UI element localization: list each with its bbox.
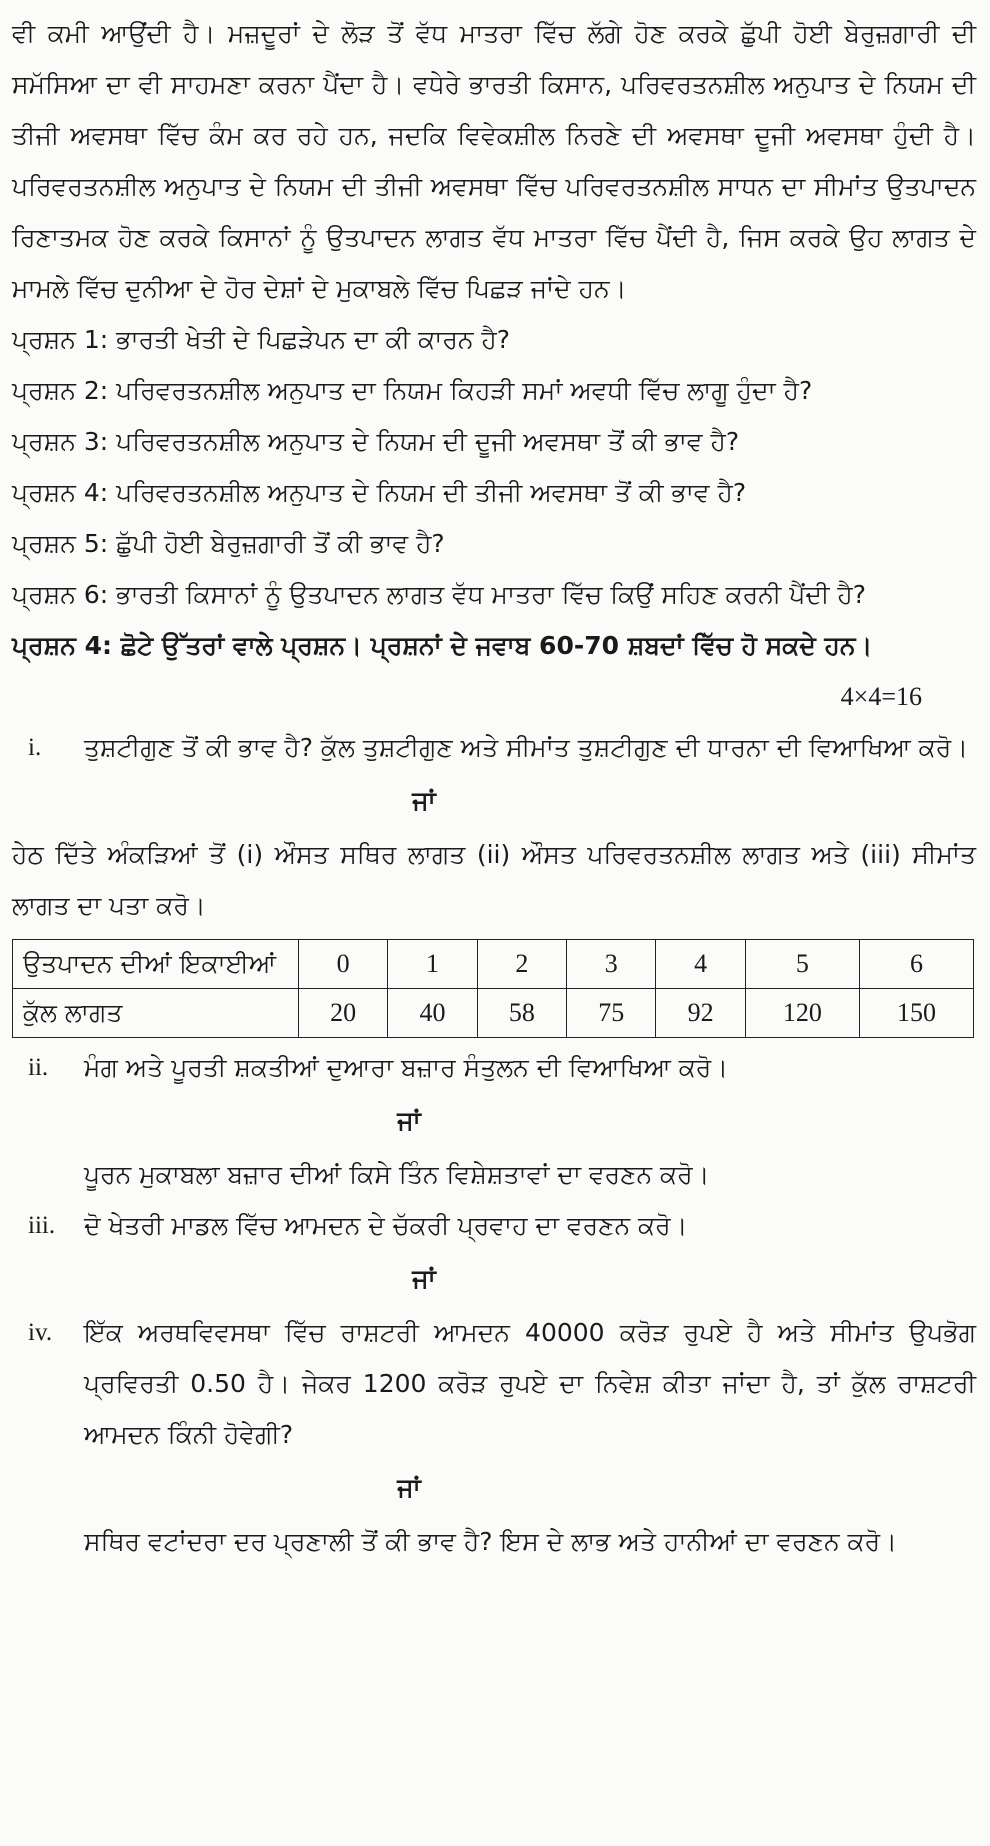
table-row bbox=[13, 989, 974, 1038]
table-row-label: ਉਤਪਾਦਨ ਦੀਆਂ ਇਕਾਈਆਂ bbox=[13, 940, 299, 989]
table-cell: 40 bbox=[388, 989, 477, 1038]
or-label: ਜਾਂ bbox=[397, 1473, 421, 1502]
section-heading: ਪ੍ਰਸ਼ਨ 4: ਛੋਟੇ ਉੱਤਰਾਂ ਵਾਲੇ ਪ੍ਰਸ਼ਨ। ਪ੍ਰਸ਼ਨਾਂ ਦੇ ਜਵਾਬ 60-70 ਸ਼ਬਦਾਂ ਵਿੱਚ ਹੋ ਸਕਦੇ ਹਨ। bbox=[12, 631, 873, 660]
table-cell: 20 bbox=[299, 989, 388, 1038]
cost-table bbox=[12, 939, 974, 1038]
table-cell: 0 bbox=[299, 940, 388, 989]
question-1: ਪ੍ਰਸ਼ਨ 1: ਭਾਰਤੀ ਖੇਤੀ ਦੇ ਪਿਛੜੇਪਨ ਦਾ ਕੀ ਕਾਰਨ ਹੈ? bbox=[12, 325, 511, 354]
table-cell: 1 bbox=[388, 940, 477, 989]
table-cell: 2 bbox=[477, 940, 566, 989]
item-iv bbox=[12, 1307, 976, 1460]
item-iv-alternative: ਸਥਿਰ ਵਟਾਂਦਰਾ ਦਰ ਪ੍ਰਣਾਲੀ ਤੋਂ ਕੀ ਭਾਵ ਹੈ? ਇਸ ਦੇ ਲਾਭ ਅਤੇ ਹਾਨੀਆਂ ਦਾ ਵਰਣਨ ਕਰੋ। bbox=[84, 1527, 897, 1556]
table-cell: 4 bbox=[656, 940, 745, 989]
item-ii bbox=[12, 1042, 976, 1093]
marks-label: 4×4=16 bbox=[840, 682, 922, 711]
item-iii bbox=[12, 1200, 976, 1251]
question-6: ਪ੍ਰਸ਼ਨ 6: ਭਾਰਤੀ ਕਿਸਾਨਾਂ ਨੂੰ ਉਤਪਾਦਨ ਲਾਗਤ ਵੱਧ ਮਾਤਰਾ ਵਿੱਚ ਕਿਉਂ ਸਹਿਣ ਕਰਨੀ ਪੈਂਦੀ ਹੈ? bbox=[12, 580, 867, 609]
table-cell: 75 bbox=[567, 989, 656, 1038]
table-cell: 3 bbox=[567, 940, 656, 989]
table-cell: 92 bbox=[656, 989, 745, 1038]
or-label: ਜਾਂ bbox=[412, 1264, 436, 1293]
item-number: iv. bbox=[28, 1319, 53, 1346]
table-cell: 58 bbox=[477, 989, 566, 1038]
item-text: ਤੁਸ਼ਟੀਗੁਣ ਤੋਂ ਕੀ ਭਾਵ ਹੈ? ਕੁੱਲ ਤੁਸ਼ਟੀਗੁਣ ਅਤੇ ਸੀਮਾਂਤ ਤੁਸ਼ਟੀਗੁਣ ਦੀ ਧਾਰਨਾ ਦੀ ਵਿਆਖਿਆ ਕਰੋ। bbox=[84, 733, 969, 762]
table-cell: 120 bbox=[745, 989, 859, 1038]
table-row-label: ਕੁੱਲ ਲਾਗਤ bbox=[13, 989, 299, 1038]
item-number: i. bbox=[28, 734, 42, 761]
item-text: ਦੋ ਖੇਤਰੀ ਮਾਡਲ ਵਿੱਚ ਆਮਦਨ ਦੇ ਚੱਕਰੀ ਪ੍ਰਵਾਹ ਦਾ ਵਰਣਨ ਕਰੋ। bbox=[84, 1211, 688, 1240]
item-ii-alternative: ਪੂਰਨ ਮੁਕਾਬਲਾ ਬਜ਼ਾਰ ਦੀਆਂ ਕਿਸੇ ਤਿੰਨ ਵਿਸ਼ੇਸ਼ਤਾਵਾਂ ਦਾ ਵਰਣਨ ਕਰੋ। bbox=[84, 1160, 710, 1189]
item-number: iii. bbox=[28, 1212, 56, 1239]
question-5: ਪ੍ਰਸ਼ਨ 5: ਛੁੱਪੀ ਹੋਈ ਬੇਰੁਜ਼ਗਾਰੀ ਤੋਂ ਕੀ ਭਾਵ ਹੈ? bbox=[12, 529, 445, 558]
intro-paragraph: ਵੀ ਕਮੀ ਆਉਂਦੀ ਹੈ। ਮਜ਼ਦੂਰਾਂ ਦੇ ਲੋੜ ਤੋਂ ਵੱਧ ਮਾਤਰਾ ਵਿੱਚ ਲੱਗੇ ਹੋਣ ਕਰਕੇ ਛੁੱਪੀ ਹੋਈ ਬੇਰੁਜ਼ਗਾਰੀ ਦੀ ਸਮੱਸਿਆ ਦਾ ਵੀ ਸਾਹਮਣਾ ਕਰਨਾ ਪੈਂਦਾ ਹੈ। ਵਧੇਰੇ ਭਾਰਤੀ ਕਿਸਾਨ, ਪਰਿਵਰਤਨਸ਼ੀਲ ਅਨੁਪਾਤ ਦੇ ਨਿਯਮ ਦੀ ਤੀਜੀ ਅਵਸਥਾ ਵਿੱਚ ਕੰਮ ਕਰ ਰਹੇ ਹਨ, ਜਦਕਿ ਵਿਵੇਕਸ਼ੀਲ ਨਿਰਣੇ ਦੀ ਅਵਸਥਾ ਦੂਜੀ ਅਵਸਥਾ ਹੁੰਦੀ ਹੈ। ਪਰਿਵਰਤਨਸ਼ੀਲ ਅਨੁਪਾਤ ਦੇ ਨਿਯਮ ਦੀ ਤੀਜੀ ਅਵਸਥਾ ਵਿੱਚ ਪਰਿਵਰਤਨਸ਼ੀਲ ਸਾਧਨ ਦਾ ਸੀਮਾਂਤ ਉਤਪਾਦਨ ਰਿਣਾਤਮਕ ਹੋਣ ਕਰਕੇ ਕਿਸਾਨਾਂ ਨੂੰ ਉਤਪਾਦਨ ਲਾਗਤ ਵੱਧ ਮਾਤਰਾ ਵਿੱਚ ਪੈਂਦੀ ਹੈ, ਜਿਸ ਕਰਕੇ ਉਹ ਲਾਗਤ ਦੇ ਮਾਮਲੇ ਵਿੱਚ ਦੁਨੀਆ ਦੇ ਹੋਰ ਦੇਸ਼ਾਂ ਦੇ ਮੁਕਾਬਲੇ ਵਿੱਚ ਪਿਛੜ ਜਾਂਦੇ ਹਨ। bbox=[12, 19, 976, 303]
item-i bbox=[12, 722, 976, 773]
table-row bbox=[13, 940, 974, 989]
item-i-alternative: ਹੇਠ ਦਿੱਤੇ ਅੰਕੜਿਆਂ ਤੋਂ (i) ਔਸਤ ਸਥਿਰ ਲਾਗਤ (ii) ਔਸਤ ਪਰਿਵਰਤਨਸ਼ੀਲ ਲਾਗਤ ਅਤੇ (iii) ਸੀਮਾਂਤ ਲਾਗਤ ਦਾ ਪਤਾ ਕਰੋ। bbox=[12, 840, 976, 920]
table-cell: 6 bbox=[859, 940, 973, 989]
item-text: ਮੰਗ ਅਤੇ ਪੂਰਤੀ ਸ਼ਕਤੀਆਂ ਦੁਆਰਾ ਬਜ਼ਾਰ ਸੰਤੁਲਨ ਦੀ ਵਿਆਖਿਆ ਕਰੋ। bbox=[84, 1053, 729, 1082]
question-4: ਪ੍ਰਸ਼ਨ 4: ਪਰਿਵਰਤਨਸ਼ੀਲ ਅਨੁਪਾਤ ਦੇ ਨਿਯਮ ਦੀ ਤੀਜੀ ਅਵਸਥਾ ਤੋਂ ਕੀ ਭਾਵ ਹੈ? bbox=[12, 478, 747, 507]
question-3: ਪ੍ਰਸ਼ਨ 3: ਪਰਿਵਰਤਨਸ਼ੀਲ ਅਨੁਪਾਤ ਦੇ ਨਿਯਮ ਦੀ ਦੂਜੀ ਅਵਸਥਾ ਤੋਂ ਕੀ ਭਾਵ ਹੈ? bbox=[12, 427, 740, 456]
item-number: ii. bbox=[28, 1054, 49, 1081]
table-cell: 150 bbox=[859, 989, 973, 1038]
or-label: ਜਾਂ bbox=[397, 1106, 421, 1135]
or-label: ਜਾਂ bbox=[412, 786, 436, 815]
question-2: ਪ੍ਰਸ਼ਨ 2: ਪਰਿਵਰਤਨਸ਼ੀਲ ਅਨੁਪਾਤ ਦਾ ਨਿਯਮ ਕਿਹੜੀ ਸਮਾਂ ਅਵਧੀ ਵਿੱਚ ਲਾਗੂ ਹੁੰਦਾ ਹੈ? bbox=[12, 376, 813, 405]
table-cell: 5 bbox=[745, 940, 859, 989]
item-text: ਇੱਕ ਅਰਥਵਿਵਸਥਾ ਵਿੱਚ ਰਾਸ਼ਟਰੀ ਆਮਦਨ 40000 ਕਰੋੜ ਰੁਪਏ ਹੈ ਅਤੇ ਸੀਮਾਂਤ ਉਪਭੋਗ ਪ੍ਰਵਿਰਤੀ 0.50 ਹੈ। ਜੇਕਰ 1200 ਕਰੋੜ ਰੁਪਏ ਦਾ ਨਿਵੇਸ਼ ਕੀਤਾ ਜਾਂਦਾ ਹੈ, ਤਾਂ ਕੁੱਲ ਰਾਸ਼ਟਰੀ ਆਮਦਨ ਕਿੰਨੀ ਹੋਵੇਗੀ? bbox=[84, 1318, 976, 1449]
